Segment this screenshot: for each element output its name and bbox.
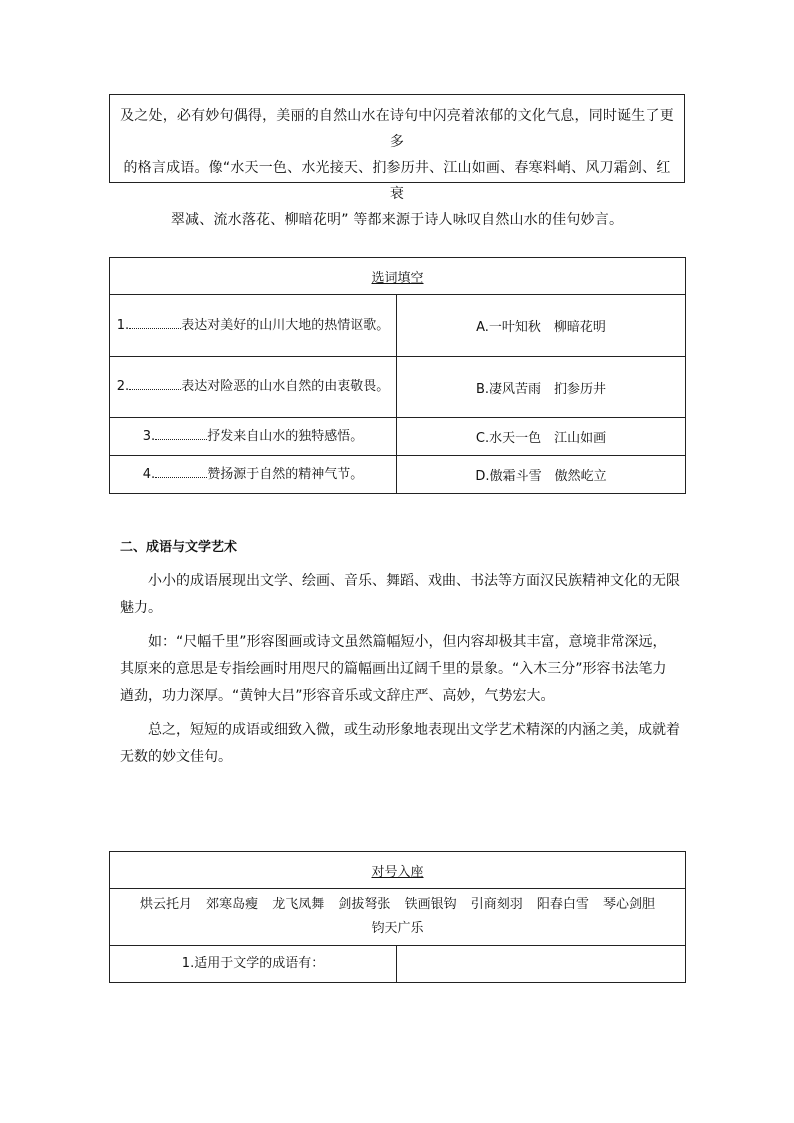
option-c: C.水天一色 江山如画 bbox=[397, 418, 686, 456]
section-heading: 二、成语与文学艺术 bbox=[120, 540, 238, 555]
answer-blank[interactable] bbox=[155, 465, 207, 478]
paragraph-3: 总之，短短的成语或细致入微，或生动形象地表现出文学艺术精深的内涵之美，成就着无数的妙文佳句。 bbox=[120, 722, 680, 765]
question-text: 赞扬源于自然的精神气节。 bbox=[207, 466, 364, 482]
question-text: 表达对险恶的山水自然的由衷敬畏。 bbox=[181, 379, 390, 394]
option-a: A.一叶知秋 柳暗花明 bbox=[397, 295, 686, 357]
answer-blank[interactable] bbox=[129, 377, 181, 390]
match-table bbox=[109, 851, 686, 983]
fill-table-title: 选词填空 bbox=[371, 270, 424, 286]
match-table-title-cell bbox=[110, 852, 686, 889]
literature-idioms-answer[interactable] bbox=[397, 946, 686, 983]
quote-line-2: 的格言成语。像“水天一色、水光接天、扪参历井、江山如画、春寒料峭、风刀霜剑、红衰 bbox=[123, 160, 671, 202]
question-text: 抒发来自山水的独特感悟。 bbox=[207, 428, 364, 444]
quote-line-3: 翠减、流水落花、柳暗花明” 等都来源于诗人咏叹自然山水的佳句妙言。 bbox=[170, 212, 624, 228]
answer-blank[interactable] bbox=[129, 316, 181, 329]
quote-box bbox=[109, 94, 685, 228]
idiom-item: 引商刻羽 bbox=[470, 897, 523, 912]
question-number: 3. bbox=[142, 428, 156, 444]
idiom-item: 阳春白雪 bbox=[536, 897, 589, 912]
idiom-item: 铁画银钩 bbox=[404, 897, 457, 912]
idiom-item: 龙飞凤舞 bbox=[272, 897, 325, 912]
idiom-item: 郊寒岛瘦 bbox=[206, 897, 259, 912]
question-2 bbox=[110, 357, 397, 418]
idiom-item: 琴心剑胆 bbox=[603, 897, 656, 912]
question-number: 2. bbox=[116, 379, 130, 394]
question-number: 4. bbox=[142, 466, 156, 482]
question-number: 1. bbox=[116, 317, 130, 333]
paragraph-1: 小小的成语展现出文学、绘画、音乐、舞蹈、戏曲、书法等方面汉民族精神文化的无限魅力。 bbox=[120, 573, 680, 616]
fill-table-title-cell bbox=[110, 258, 686, 295]
quote-line-1: 及之处，必有妙句偶得，美丽的自然山水在诗句中闪亮着浓郁的文化气息，同时诞生了更多 bbox=[120, 108, 674, 150]
idiom-item: 钧天广乐 bbox=[371, 921, 424, 936]
question-1 bbox=[110, 295, 397, 357]
question-text: 表达对美好的山川大地的热情讴歌。 bbox=[181, 317, 390, 333]
idiom-item: 烘云托月 bbox=[139, 897, 192, 912]
idiom-item: 剑拔弩张 bbox=[338, 897, 391, 912]
question-4 bbox=[110, 456, 397, 494]
question-3 bbox=[110, 418, 397, 456]
option-d: D.傲霜斗雪 傲然屹立 bbox=[397, 456, 686, 494]
option-b: B.凄风苦雨 扪参历井 bbox=[397, 357, 686, 418]
match-table-title: 对号入座 bbox=[371, 864, 424, 880]
answer-blank[interactable] bbox=[155, 427, 207, 440]
fill-in-table bbox=[109, 257, 686, 494]
literature-idioms-label: 1.适用于文学的成语有： bbox=[110, 946, 397, 983]
paragraph-2: 如：“尺幅千里”形容图画或诗文虽然篇幅短小，但内容却极其丰富，意境非常深远，其原来的意思是专指绘画时用咫尺的篇幅画出辽阔千里的景象。“入木三分”形容书法笔力遒劲，功力深厚。“黄钟大吕”形容音乐或文辞庄严、高妙，气势宏大。 bbox=[120, 634, 667, 704]
idiom-bank bbox=[110, 889, 686, 946]
